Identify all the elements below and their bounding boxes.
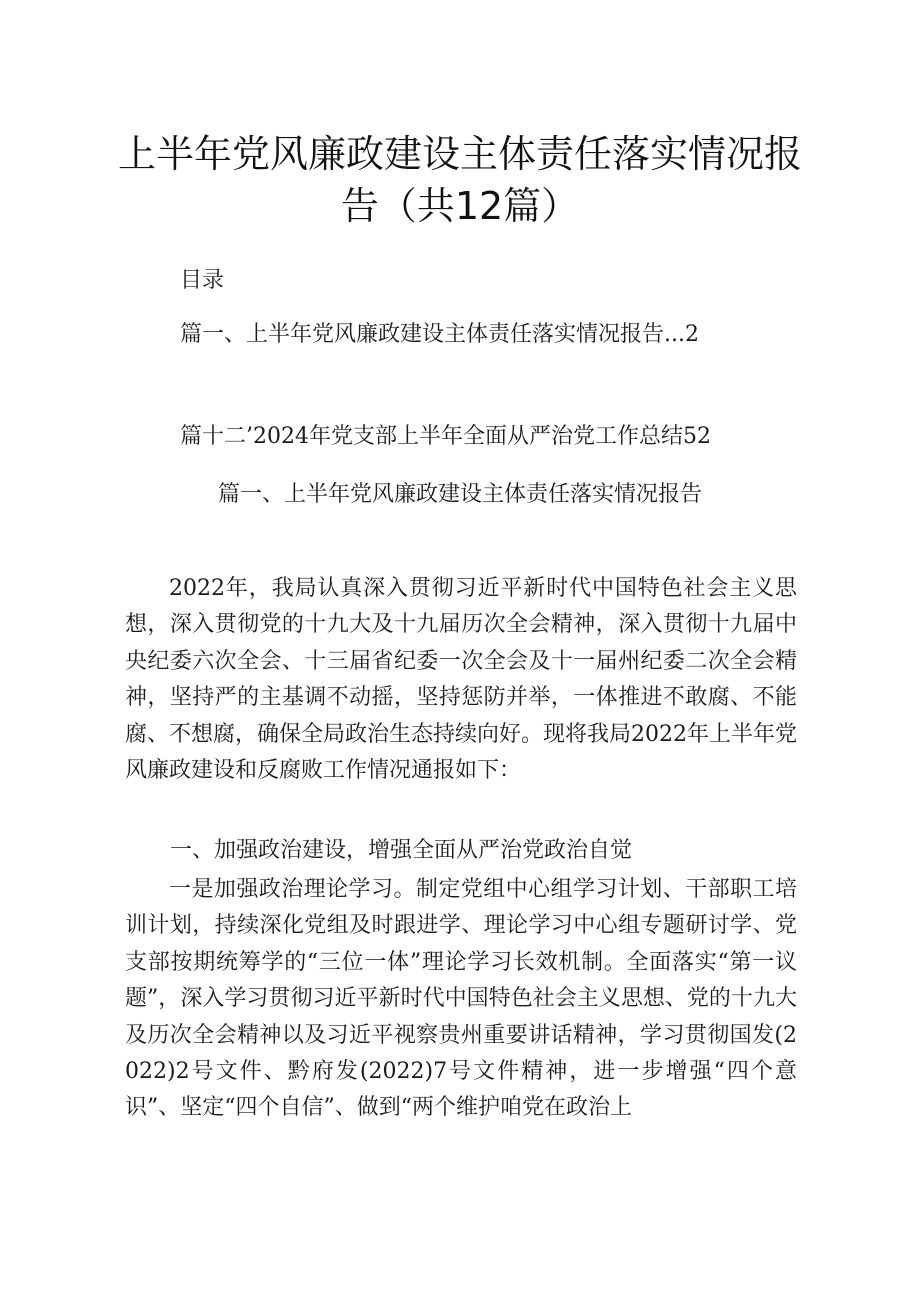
body-paragraph-2: 一是加强政治理论学习。制定党组中心组学习计划、干部职工培训计划，持续深化党组及时跟进学、理论学习中心组专题研讨学、党支部按期统筹学的“三位一体”理论学习长效机制。全面落实“第一议题”，深入学习贯彻习近平新时代中国特色社会主义思想、党的十九大及历次全会精神以及习近平视察贵州重要讲话精神，学习贯彻国发(2022)2号文件、黔府发(2022)7号文件精神，进一步增强“四个意识”、坚定“四个自信”、做到“两个维护咱党在政治上 <box>125 877 797 1121</box>
toc-item-12: 篇十二’2024年党支部上半年全面从严治党工作总结52 <box>180 424 711 449</box>
toc-heading: 目录 <box>180 268 225 293</box>
document-title-line-1: 上半年党风廉政建设主体责任落实情况报 <box>117 132 802 176</box>
toc-item-1: 篇一、上半年党风廉政建设主体责任落实情况报告...2 <box>180 322 699 347</box>
body-paragraph-1: 2022年，我局认真深入贯彻习近平新时代中国特色社会主义思想，深入贯彻党的十九大及十九届历次全会精神，深入贯彻十九届中央纪委六次全会、十三届省纪委一次全会及十一届州纪委二次全会精神，坚持严的主基调不动摇，坚持惩防并举，一体推进不敢腐、不能腐、不想腐，确保全局政治生态持续向好。现将我局2022年上半年党风廉政建设和反腐败工作情况通报如下： <box>125 576 797 784</box>
document-title-line-2: 告（共12篇） <box>340 184 580 228</box>
sub-heading-1: 一、加强政治建设，增强全面从严治党政治自觉 <box>170 838 633 863</box>
section-title: 篇一、上半年党风廉政建设主体责任落实情况报告 <box>217 482 702 507</box>
